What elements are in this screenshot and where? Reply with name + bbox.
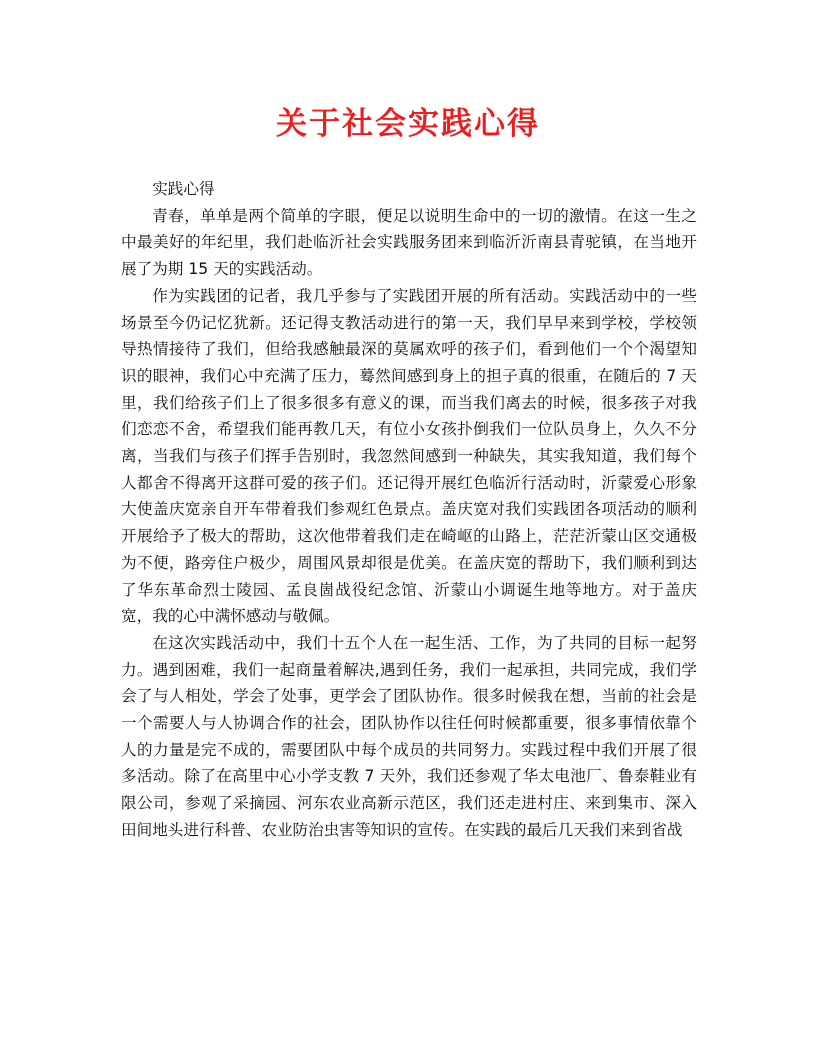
paragraph: 作为实践团的记者，我几乎参与了实践团开展的所有活动。实践活动中的一些场景至今仍记忆犹新。还记得支教活动进行的第一天，我们早早来到学校，学校领导热情接待了我们，但给我感触最深的莫属欢呼的孩子们，看到他们一个个渴望知识的眼神，我们心中充满了压力，蓦然间感到身上的担子真的很重，在随后的 7 天里，我们给孩子们上了很多很多有意义的课，而当我们离去的时候，很多孩子对我们恋恋不舍，希望我们能再教几天，有位小女孩扑倒我们一位队员身上，久久不分离，当我们与孩子们挥手告别时，我忽然间感到一种缺失，其实我知道，我们每个人都舍不得离开这群可爱的孩子们。还记得开展红色临沂行活动时，沂蒙爱心形象大使盖庆宽亲自开车带着我们参观红色景点。盖庆宽对我们实践团各项活动的顺利开展给予了极大的帮助，这次他带着我们走在崎岖的山路上，茫茫沂蒙山区交通极为不便，路旁住户极少，周围风景却很是优美。在盖庆宽的帮助下，我们顺利到达了华东革命烈士陵园、孟良崮战役纪念馆、沂蒙山小调诞生地等地方。对于盖庆宽，我的心中满怀感动与敬佩。: [121, 286, 697, 626]
paragraph-heading: 实践心得: [152, 180, 215, 198]
paragraph: 在这次实践活动中，我们十五个人在一起生活、工作，为了共同的目标一起努力。遇到困难，我们一起商量着解决,遇到任务，我们一起承担，共同完成，我们学会了与人相处，学会了处事，更学会了团队协作。很多时候我在想，当前的社会是一个需要人与人协调合作的社会，团队协作以往任何时候都重要，很多事情依靠个人的力量是完不成的，需要团队中每个成员的共同努力。实践过程中我们开展了很多活动。除了在高里中心小学支教 7 天外，我们还参观了华太电池厂、鲁泰鞋业有限公司，参观了采摘园、河东农业高新示范区，我们还走进村庄、来到集市、深入田间地头进行科普、农业防治虫害等知识的宣传。在实践的最后几天我们来到省战: [121, 633, 697, 839]
document-title: 关于社会实践心得: [276, 106, 540, 142]
document-body: [121, 176, 697, 844]
paragraph: 青春，单单是两个简单的字眼，便足以说明生命中的一切的激情。在这一生之中最美好的年纪里，我们赴临沂社会实践服务团来到临沂沂南县青驼镇，在当地开展了为期 15 天的实践活动。: [121, 206, 697, 279]
